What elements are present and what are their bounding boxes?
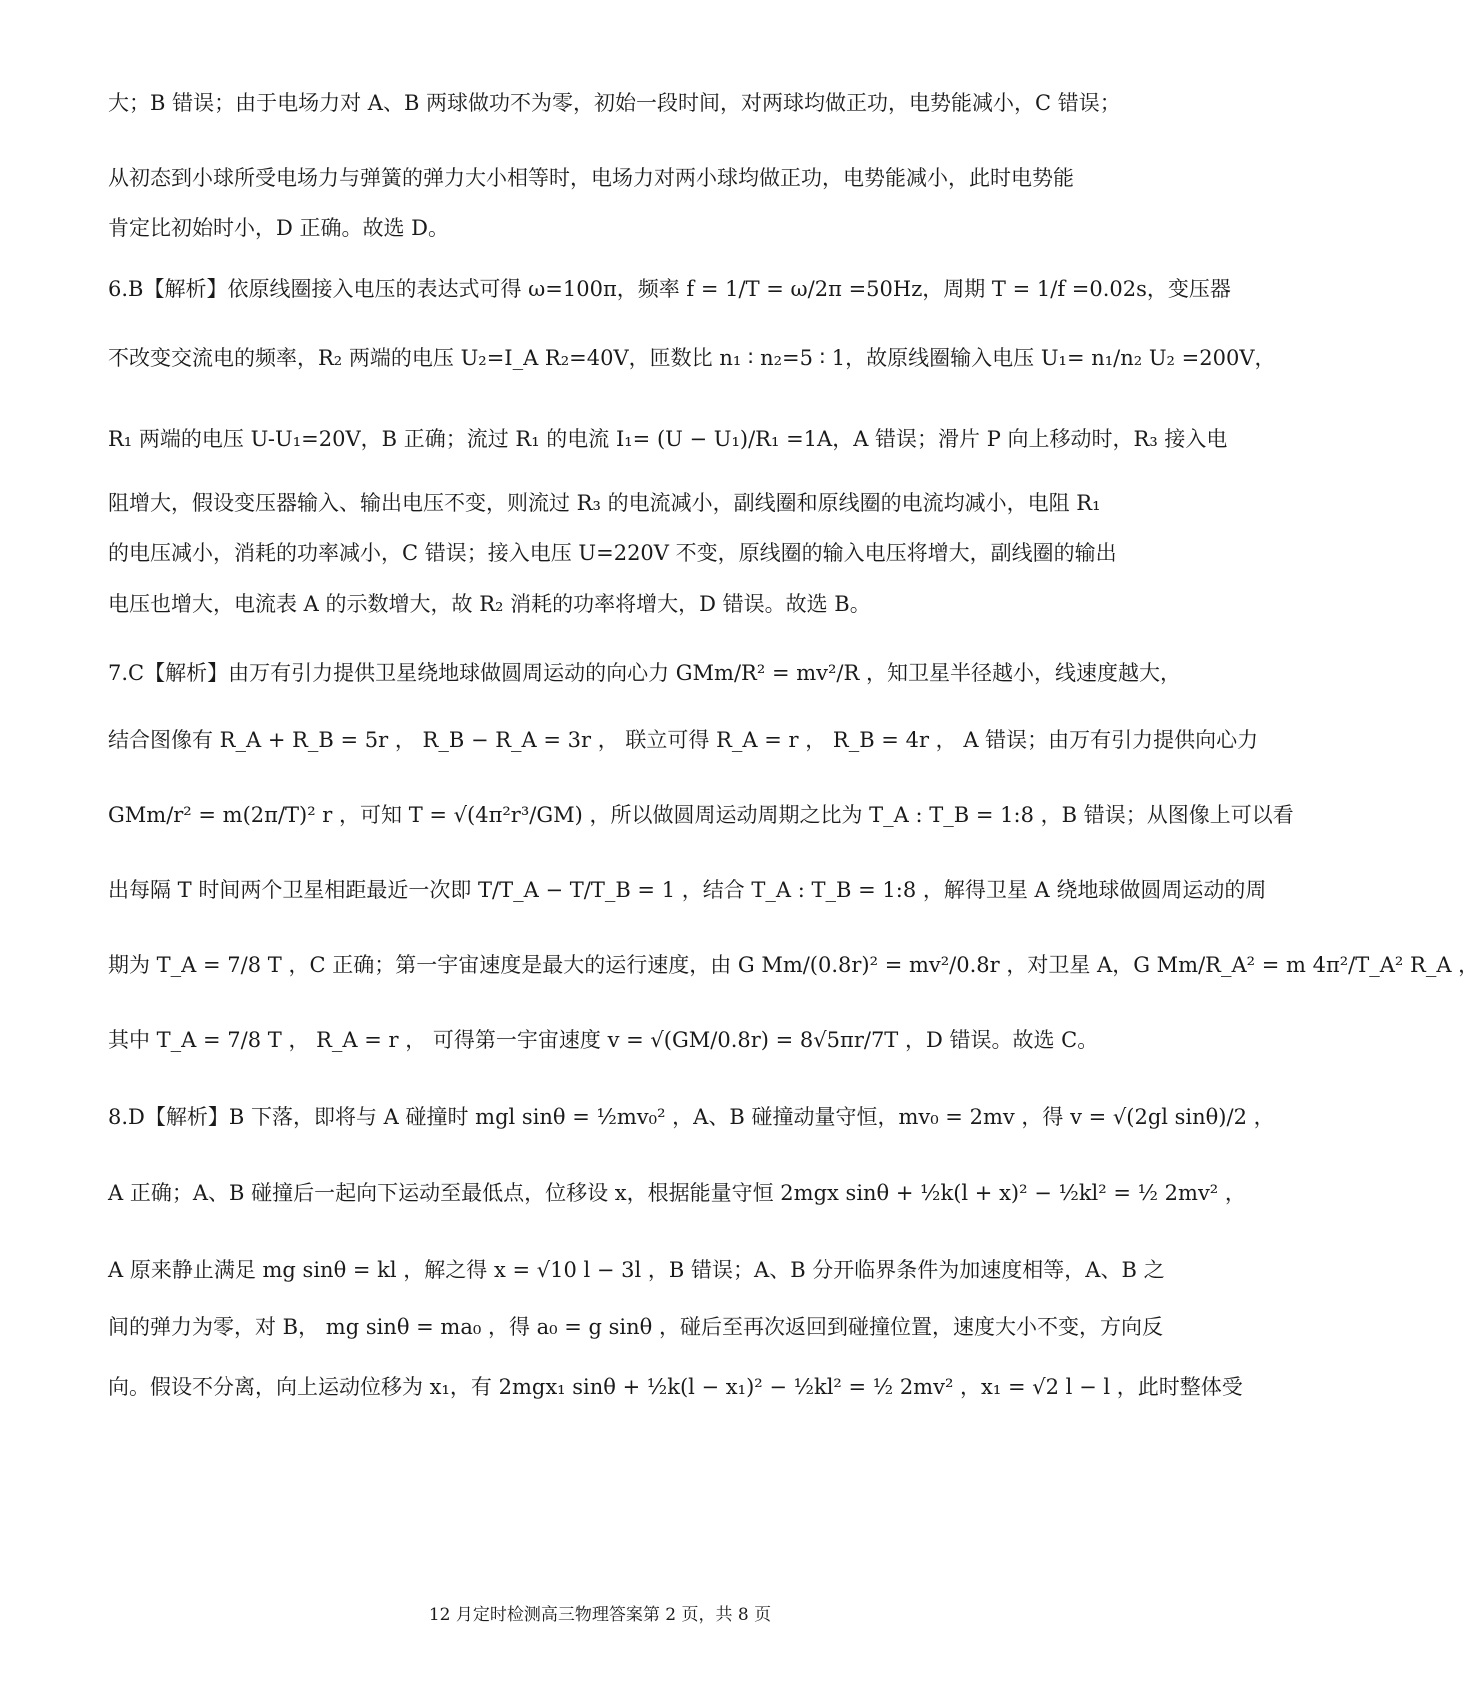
text-line: 其中 T_A = 7/8 T ， R_A = r ， 可得第一宇宙速度 v = √(GM/0.8r) = 8√5πr/7T ，D 错误。故选 C。 [108, 1028, 1099, 1052]
text-line: 阻增大，假设变压器输入、输出电压不变，则流过 R₃ 的电流减小，副线圈和原线圈的电流均减小，电阻 R₁ [108, 491, 1101, 515]
text-line: 的电压减小，消耗的功率减小，C 错误；接入电压 U=220V 不变，原线圈的输入电压将增大，副线圈的输出 [108, 541, 1117, 565]
text-line: 不改变交流电的频率，R₂ 两端的电压 U₂=I_A R₂=40V，匝数比 n₁ ∶ n₂=5 ∶ 1，故原线圈输入电压 U₁= n₁/n₂ U₂ =200V， [108, 346, 1276, 370]
text-line: 从初态到小球所受电场力与弹簧的弹力大小相等时，电场力对两小球均做正功，电势能减小，此时电势能 [108, 166, 1074, 190]
text-line: 电压也增大，电流表 A 的示数增大，故 R₂ 消耗的功率将增大，D 错误。故选 B。 [108, 592, 871, 616]
text-line: A 原来静止满足 mg sinθ = kl ，解之得 x = √10 l − 3l ，B 错误；A、B 分开临界条件为加速度相等，A、B 之 [108, 1258, 1165, 1282]
text-line: 期为 T_A = 7/8 T ，C 正确；第一宇宙速度是最大的运行速度，由 G Mm/(0.8r)² = mv²/0.8r ，对卫星 A，G Mm/R_A² = m 4π²/T_A² R_A ， [108, 953, 1479, 977]
page-footer: 12 月定时检测高三物理答案第 2 页，共 8 页 [428, 1605, 772, 1625]
text-line: 7.C【解析】由万有引力提供卫星绕地球做圆周运动的向心力 GMm/R² = mv²/R ，知卫星半径越小，线速度越大， [108, 661, 1181, 685]
text-line: A 正确；A、B 碰撞后一起向下运动至最低点，位移设 x，根据能量守恒 2mgx sinθ + ½k(l + x)² − ½kl² = ½ 2mv² ， [108, 1181, 1246, 1205]
text-line: R₁ 两端的电压 U-U₁=20V，B 正确；流过 R₁ 的电流 I₁= (U − U₁)/R₁ =1A，A 错误；滑片 P 向上移动时，R₃ 接入电 [108, 427, 1228, 451]
text-line: 出每隔 T 时间两个卫星相距最近一次即 T/T_A − T/T_B = 1 ，结合 T_A : T_B = 1:8 ，解得卫星 A 绕地球做圆周运动的周 [108, 878, 1267, 902]
text-line: 大；B 错误；由于电场力对 A、B 两球做功不为零，初始一段时间，对两球均做正功，电势能减小，C 错误； [108, 91, 1121, 115]
text-line: 结合图像有 R_A + R_B = 5r ， R_B − R_A = 3r ， 联立可得 R_A = r ， R_B = 4r ， A 错误；由万有引力提供向心力 [108, 728, 1259, 752]
text-line: 6.B【解析】依原线圈接入电压的表达式可得 ω=100π，频率 f = 1/T = ω/2π =50Hz，周期 T = 1/f =0.02s，变压器 [108, 277, 1231, 301]
text-line: GMm/r² = m(2π/T)² r ，可知 T = √(4π²r³/GM) ，所以做圆周运动周期之比为 T_A : T_B = 1:8 ，B 错误；从图像上可以看 [108, 803, 1294, 827]
text-line: 间的弹力为零，对 B， mg sinθ = ma₀ ，得 a₀ = g sinθ ，碰后至再次返回到碰撞位置，速度大小不变，方向反 [108, 1315, 1163, 1339]
text-line: 向。假设不分离，向上运动位移为 x₁，有 2mgx₁ sinθ + ½k(l − x₁)² − ½kl² = ½ 2mv² ，x₁ = √2 l − l ，此时整体受 [108, 1375, 1243, 1399]
text-line: 肯定比初始时小，D 正确。故选 D。 [108, 216, 450, 240]
text-line: 8.D【解析】B 下落，即将与 A 碰撞时 mgl sinθ = ½mv₀² ，A、B 碰撞动量守恒，mv₀ = 2mv ，得 v = √(2gl sinθ)/2 ， [108, 1105, 1275, 1129]
